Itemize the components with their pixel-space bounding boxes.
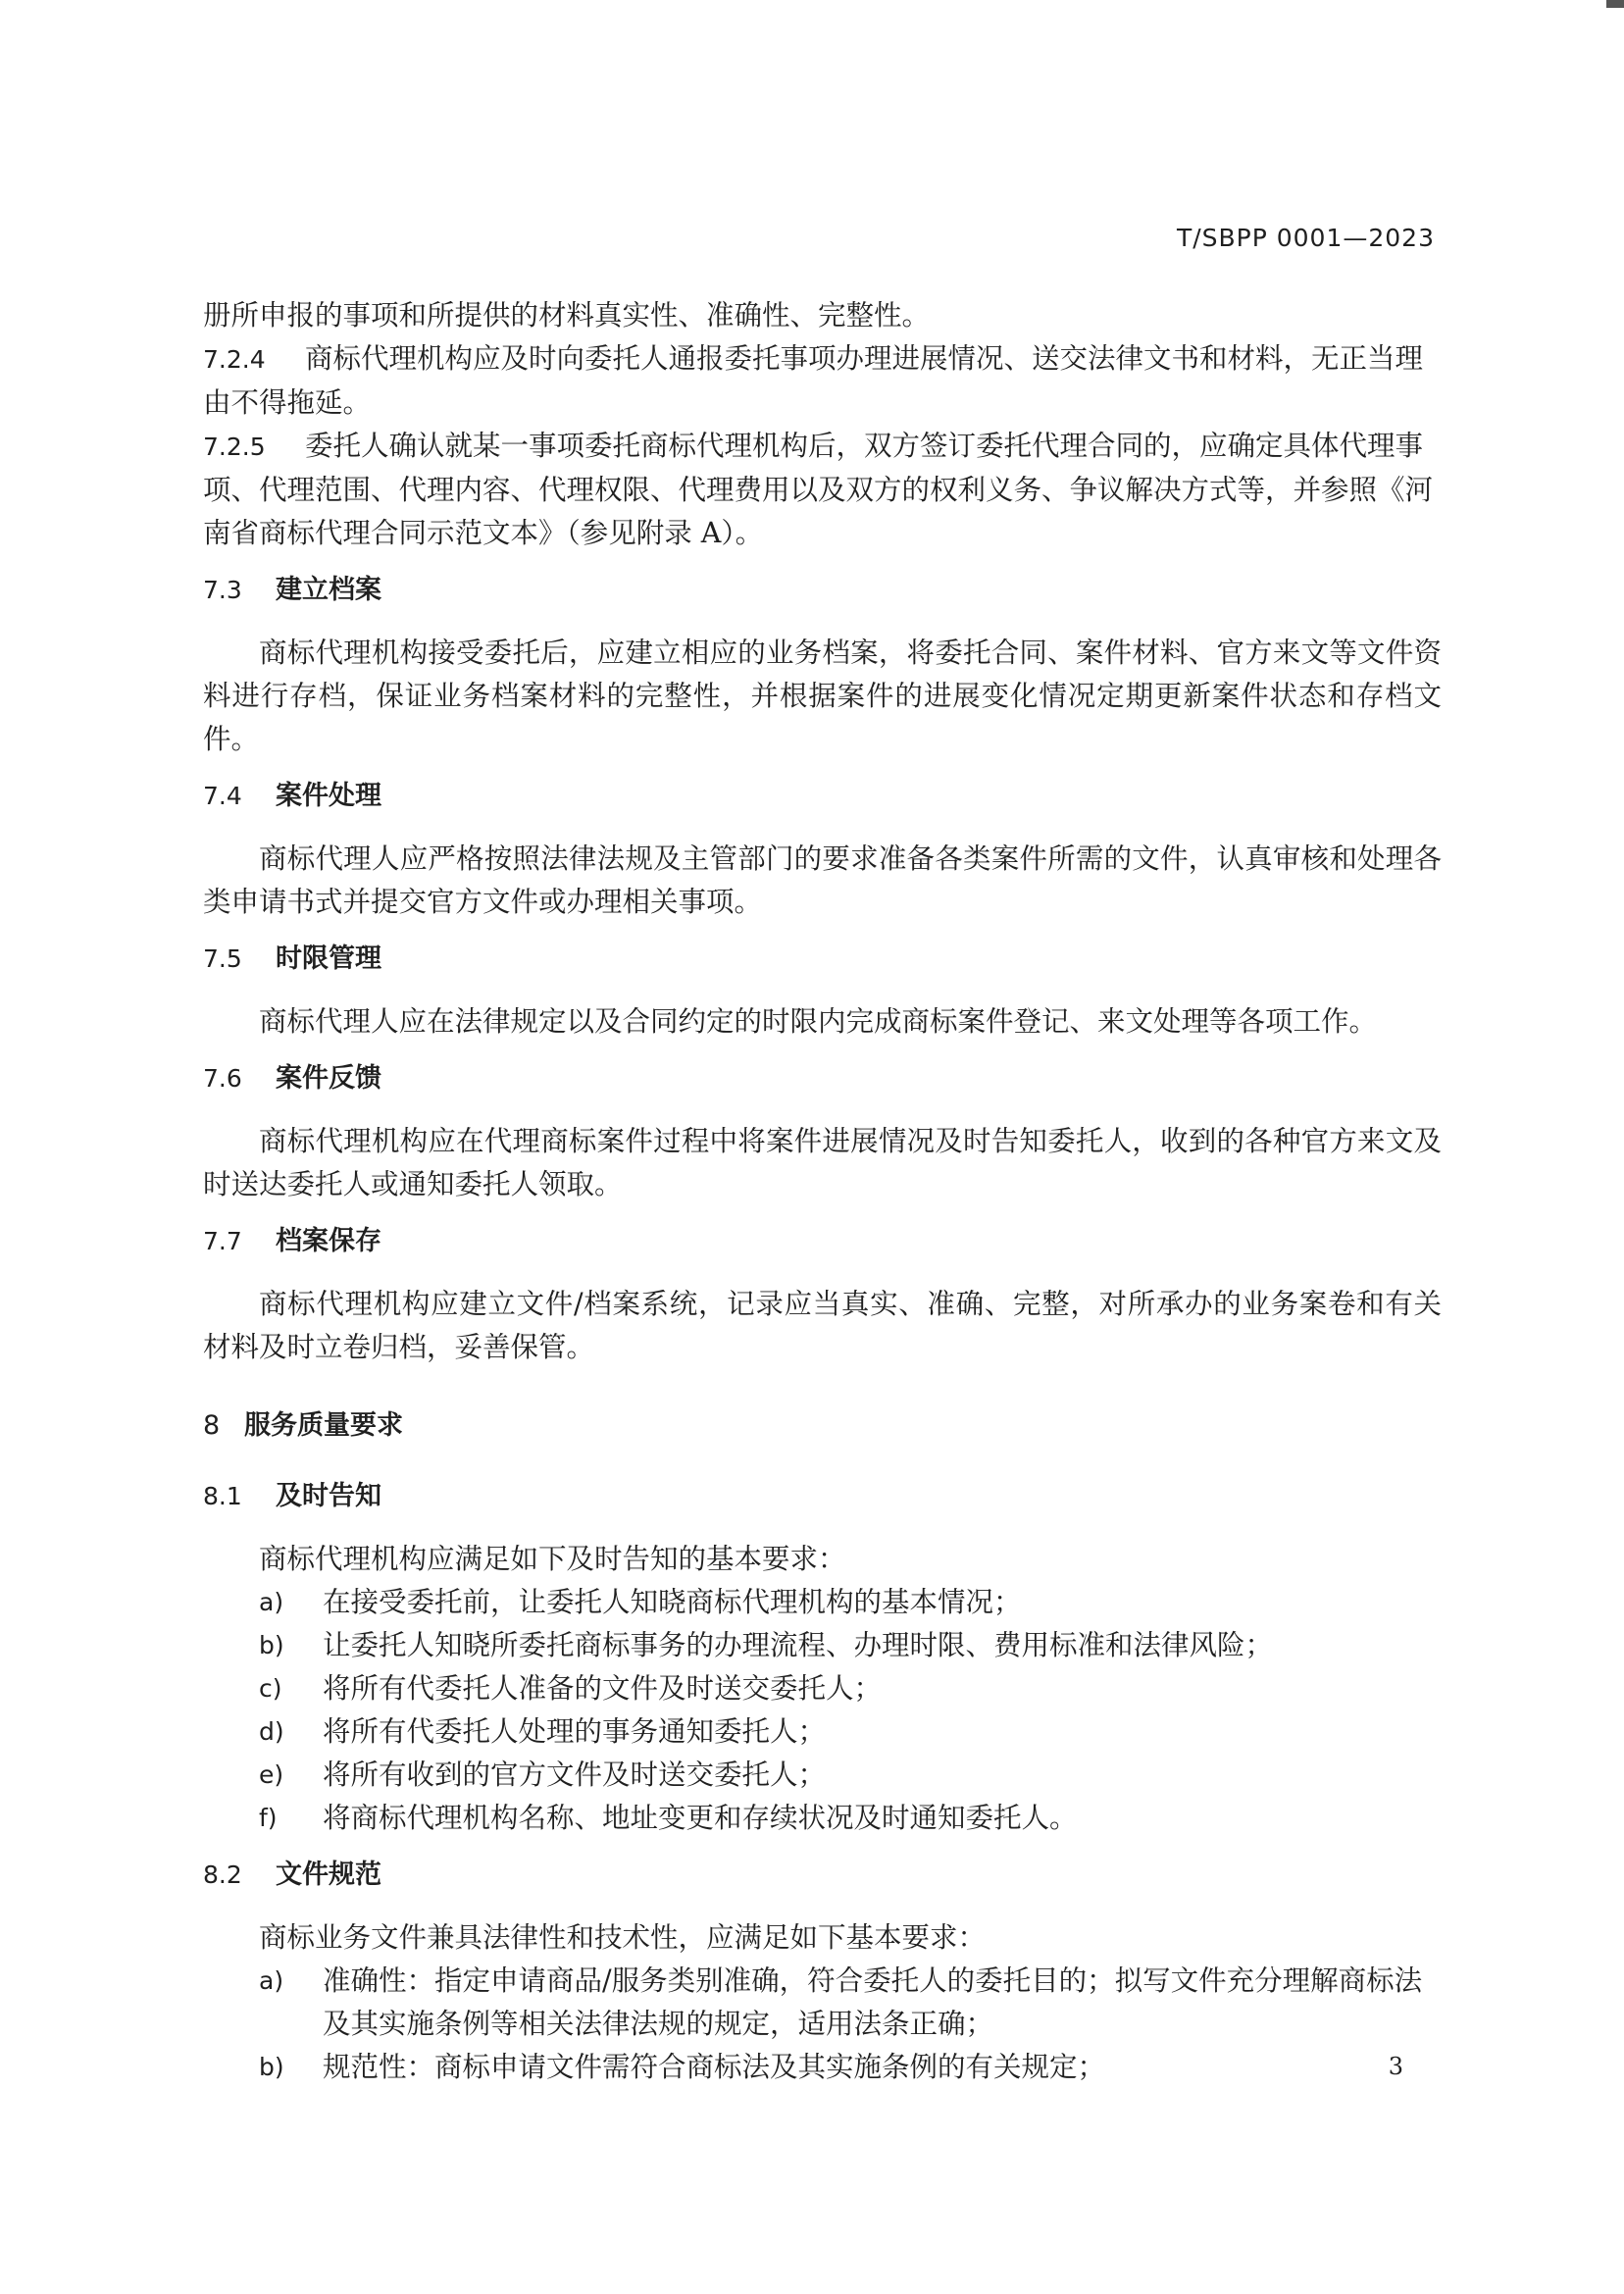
heading-number: 7.6 bbox=[203, 1064, 242, 1093]
heading-number: 7.7 bbox=[203, 1227, 242, 1255]
document-code: T/SBPP 0001—2023 bbox=[1176, 224, 1435, 252]
heading-number: 8 bbox=[203, 1410, 221, 1441]
heading-text: 案件反馈 bbox=[276, 1063, 381, 1094]
list-text: 将商标代理机构名称、地址变更和存续状况及时通知委托人。 bbox=[323, 1802, 1078, 1834]
list-label: a) bbox=[259, 1588, 284, 1616]
list-text: 让委托人知晓所委托商标事务的办理流程、办理时限、费用标准和法律风险； bbox=[323, 1629, 1274, 1661]
list-text: 准确性：指定申请商品/服务类别准确，符合委托人的委托目的；拟写文件充分理解商标法及其实施条例等相关法律法规的规定，适用法条正确； bbox=[323, 1964, 1423, 2040]
list-label: e) bbox=[259, 1760, 284, 1789]
list-item bbox=[203, 1754, 1442, 1797]
paragraph: 商标代理人应在法律规定以及合同约定的时限内完成商标案件登记、来文处理等各项工作。 bbox=[259, 1005, 1378, 1038]
subsection-heading bbox=[203, 569, 1442, 612]
heading-text: 服务质量要求 bbox=[244, 1410, 403, 1441]
list-text: 将所有代委托人准备的文件及时送交委托人； bbox=[323, 1672, 883, 1705]
list-label: c) bbox=[259, 1674, 282, 1703]
scan-artifact bbox=[1606, 0, 1624, 8]
heading-number: 7.5 bbox=[203, 944, 242, 973]
heading-text: 及时告知 bbox=[276, 1481, 381, 1511]
subsection-heading bbox=[203, 1057, 1442, 1100]
subsection-heading bbox=[203, 1220, 1442, 1263]
paragraph: 商标业务文件兼具法律性和技术性，应满足如下基本要求： bbox=[259, 1921, 987, 1954]
subsection-heading bbox=[203, 1854, 1442, 1897]
paragraph: 商标代理机构应满足如下及时告知的基本要求： bbox=[259, 1543, 846, 1575]
subsection-heading bbox=[203, 775, 1442, 818]
list-item bbox=[203, 1710, 1442, 1754]
list-text: 将所有代委托人处理的事务通知委托人； bbox=[323, 1715, 827, 1748]
list-label: b) bbox=[259, 1631, 284, 1659]
heading-text: 档案保存 bbox=[276, 1226, 381, 1256]
subsection-heading bbox=[203, 1475, 1442, 1518]
heading-text: 时限管理 bbox=[276, 943, 381, 974]
subsection-heading bbox=[203, 938, 1442, 981]
list-item bbox=[203, 1797, 1442, 1840]
list-item bbox=[203, 1624, 1442, 1667]
document-body bbox=[203, 294, 1442, 2089]
list-label: d) bbox=[259, 1717, 284, 1746]
list-item bbox=[203, 2046, 1442, 2089]
paragraph: 商标代理机构接受委托后，应建立相应的业务档案，将委托合同、案件材料、官方来文等文件资料进行存档，保证业务档案材料的完整性，并根据案件的进展变化情况定期更新案件状态和存档文件。 bbox=[203, 637, 1442, 755]
paragraph: 商标代理机构应在代理商标案件过程中将案件进展情况及时告知委托人，收到的各种官方来文及时送达委托人或通知委托人领取。 bbox=[203, 1125, 1442, 1200]
section-heading bbox=[203, 1404, 1442, 1448]
paragraph: 册所申报的事项和所提供的材料真实性、准确性、完整性。 bbox=[203, 299, 931, 331]
clause-text: 商标代理机构应及时向委托人通报委托事项办理进展情况、送交法律文书和材料，无正当理由不得拖延。 bbox=[203, 342, 1424, 419]
list-text: 规范性：商标申请文件需符合商标法及其实施条例的有关规定； bbox=[323, 2051, 1106, 2083]
list-label: f) bbox=[259, 1804, 278, 1832]
list-text: 将所有收到的官方文件及时送交委托人； bbox=[323, 1759, 827, 1791]
heading-text: 建立档案 bbox=[276, 575, 381, 605]
heading-number: 8.2 bbox=[203, 1861, 242, 1889]
clause bbox=[203, 425, 1442, 555]
clause-number: 7.2.4 bbox=[203, 345, 266, 374]
clause-number: 7.2.5 bbox=[203, 433, 266, 461]
list-item bbox=[203, 1581, 1442, 1624]
list-text: 在接受委托前，让委托人知晓商标代理机构的基本情况； bbox=[323, 1586, 1022, 1618]
paragraph: 商标代理人应严格按照法律法规及主管部门的要求准备各类案件所需的文件，认真审核和处理各类申请书式并提交官方文件或办理相关事项。 bbox=[203, 842, 1442, 918]
heading-number: 7.4 bbox=[203, 782, 242, 810]
clause-text: 委托人确认就某一事项委托商标代理机构后，双方签订委托代理合同的，应确定具体代理事项、代理范围、代理内容、代理权限、代理费用以及双方的权利义务、争议解决方式等，并参照《河南省商标代理合同示范文本》（参见附录 A）。 bbox=[203, 430, 1434, 549]
heading-text: 文件规范 bbox=[276, 1860, 381, 1890]
list-item bbox=[203, 1667, 1442, 1710]
clause bbox=[203, 337, 1442, 425]
list-label: b) bbox=[259, 2053, 284, 2081]
list-label: a) bbox=[259, 1966, 284, 1995]
list-item bbox=[203, 1960, 1442, 2046]
paragraph: 商标代理机构应建立文件/档案系统，记录应当真实、准确、完整，对所承办的业务案卷和有关材料及时立卷归档，妥善保管。 bbox=[203, 1288, 1442, 1363]
page-number: 3 bbox=[1388, 2053, 1403, 2080]
heading-text: 案件处理 bbox=[276, 781, 381, 811]
heading-number: 8.1 bbox=[203, 1482, 242, 1510]
heading-number: 7.3 bbox=[203, 576, 242, 604]
